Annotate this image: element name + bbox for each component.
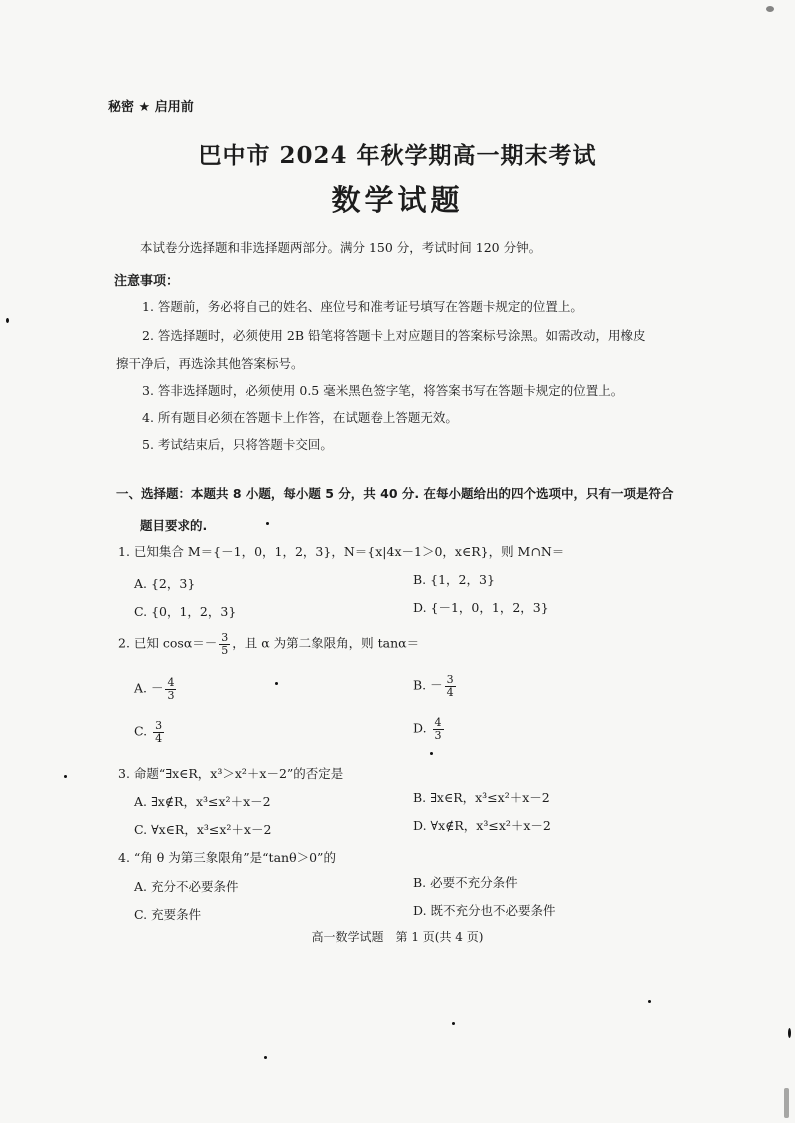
scan-speck — [6, 318, 9, 323]
question-4-option-b: B. 必要不充分条件 — [413, 875, 518, 890]
note-item-2-cont: 擦干净后，再选涂其他答案标号。 — [116, 356, 304, 371]
question-4-option-d: D. 既不充分也不必要条件 — [413, 903, 556, 918]
scan-speck — [266, 522, 269, 525]
fraction-numerator: 4 — [434, 716, 442, 729]
fraction-denominator: 3 — [434, 728, 442, 742]
scan-speck — [264, 1056, 267, 1059]
fraction-numerator: 3 — [221, 631, 229, 644]
question-4-option-c: C. 充要条件 — [134, 907, 202, 922]
question-2-option-d — [413, 717, 446, 741]
confidential-label: 秘密 ★ 启用前 — [108, 100, 194, 115]
note-item-4: 4. 所有题目必须在答题卡上作答，在试题卷上答题无效。 — [142, 410, 458, 425]
option-fraction — [445, 674, 456, 698]
intro-text: 本试卷分选择题和非选择题两部分。满分 150 分，考试时间 120 分钟。 — [140, 240, 542, 255]
question-3-option-c: C. ∀x∈R，x³≤x²＋x－2 — [134, 822, 272, 837]
question-1-option-a: A. {2，3} — [134, 576, 196, 591]
option-prefix: A. － — [134, 680, 164, 696]
question-1-stem: 1. 已知集合 M＝{－1，0，1，2，3}，N＝{x|4x－1＞0，x∈R}，则 M∩N＝ — [118, 544, 565, 559]
scan-speck — [788, 1028, 791, 1038]
option-prefix: B. － — [413, 677, 443, 693]
exam-subtitle: 数学试题 — [331, 183, 464, 217]
fraction-denominator: 5 — [221, 643, 229, 657]
page-footer: 高一数学试题 第 1 页(共 4 页) — [311, 930, 484, 944]
scan-speck — [452, 1022, 455, 1025]
scan-speck — [648, 1000, 651, 1003]
question-3-option-d: D. ∀x∉R，x³≤x²＋x－2 — [413, 818, 551, 833]
question-1-option-d: D. {－1，0，1，2，3} — [413, 600, 549, 615]
question-2-option-a — [134, 677, 178, 701]
question-3-option-b: B. ∃x∈R，x³≤x²＋x－2 — [413, 790, 550, 805]
question-2-fraction — [219, 632, 230, 656]
exam-title: 巴中市 2024 年秋学期高一期末考试 — [198, 142, 597, 169]
section-1-header-cont: 题目要求的. — [140, 518, 208, 533]
fraction-numerator: 3 — [155, 719, 163, 732]
notes-heading: 注意事项： — [114, 274, 180, 289]
fraction-numerator: 4 — [167, 676, 175, 689]
question-4-stem: 4. “角 θ 为第三象限角”是“tanθ＞0”的 — [118, 850, 336, 865]
question-1-option-b: B. {1，2，3} — [413, 572, 495, 587]
scan-speck — [430, 752, 433, 755]
option-prefix: C. — [134, 723, 152, 739]
question-3-option-a: A. ∃x∉R，x³≤x²＋x－2 — [134, 794, 271, 809]
note-item-2: 2. 答选择题时，必须使用 2B 铅笔将答题卡上对应题目的答案标号涂黑。如需改动，用橡皮 — [142, 328, 646, 343]
scan-edge-mark — [784, 1088, 789, 1118]
option-fraction — [153, 720, 164, 744]
note-item-3: 3. 答非选择题时，必须使用 0.5 毫米黑色签字笔，将答案书写在答题卡规定的位置上。 — [142, 383, 624, 398]
option-prefix: D. — [413, 720, 431, 736]
fraction-denominator: 4 — [155, 731, 163, 745]
section-1-header: 一、选择题：本题共 8 小题，每小题 5 分，共 40 分. 在每小题给出的四个选项中，只有一项是符合 — [116, 486, 674, 501]
note-item-1: 1. 答题前，务必将自己的姓名、座位号和准考证号填写在答题卡规定的位置上。 — [142, 299, 583, 314]
fraction-denominator: 3 — [167, 688, 175, 702]
question-2-stem — [118, 632, 419, 656]
scan-speck — [766, 6, 774, 12]
note-item-5: 5. 考试结束后，只将答题卡交回。 — [142, 437, 333, 452]
question-1-option-c: C. {0，1，2，3} — [134, 604, 237, 619]
option-fraction — [433, 717, 444, 741]
option-fraction — [165, 677, 176, 701]
scan-speck — [275, 682, 278, 685]
question-4-option-a: A. 充分不必要条件 — [134, 879, 239, 894]
question-2-stem-prefix: 2. 已知 cosα＝－ — [118, 635, 218, 651]
question-3-stem: 3. 命题“∃x∈R，x³＞x²＋x－2”的否定是 — [118, 766, 344, 781]
fraction-numerator: 3 — [446, 673, 454, 686]
fraction-denominator: 4 — [446, 685, 454, 699]
question-2-option-b — [413, 674, 458, 698]
question-2-option-c — [134, 720, 166, 744]
scan-speck — [64, 775, 67, 778]
question-2-stem-suffix: ，且 α 为第二象限角，则 tanα＝ — [232, 635, 420, 651]
